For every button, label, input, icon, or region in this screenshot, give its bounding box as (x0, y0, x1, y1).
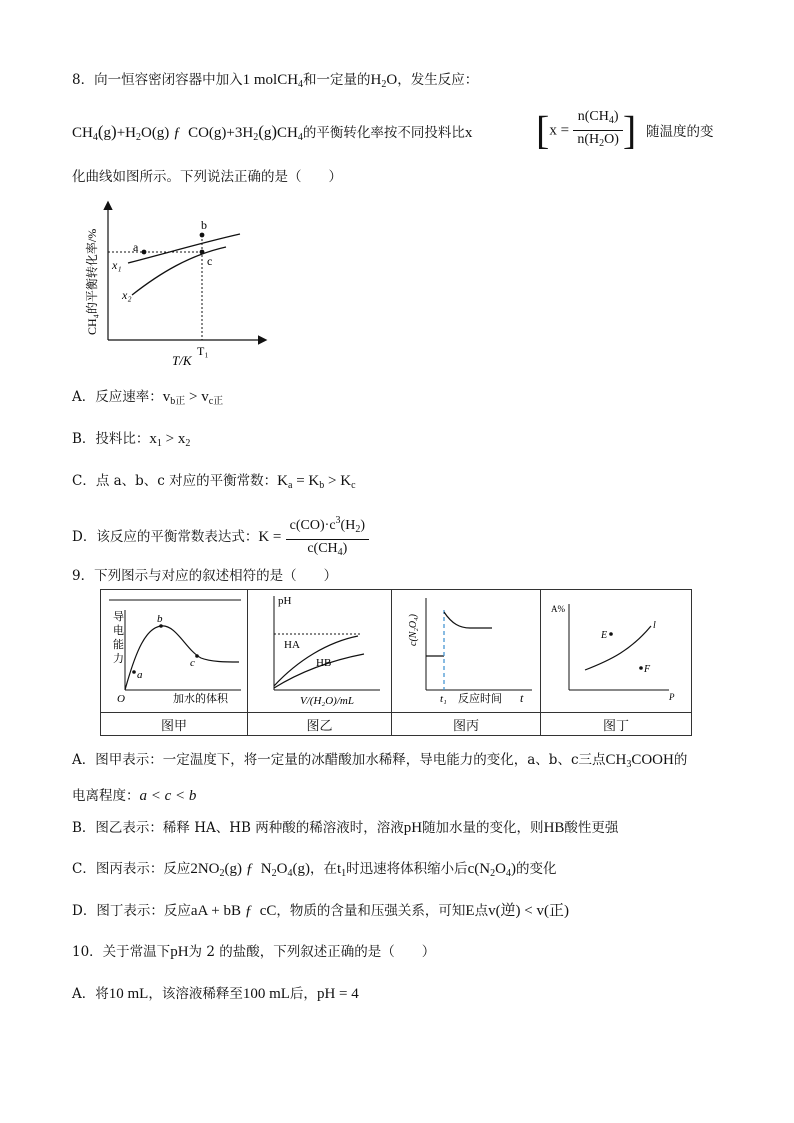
fig-c-curve (444, 612, 492, 628)
svg-text:t₁: t₁ (440, 693, 447, 705)
svg-text:加水的体积: 加水的体积 (173, 693, 228, 705)
svg-text:O: O (117, 693, 125, 705)
q8-ylabel: CH₄的平衡转化率/% (85, 228, 99, 335)
label-c: c (207, 254, 213, 268)
point-a (142, 250, 147, 255)
fig-a-cell (101, 590, 248, 713)
curve-x1 (128, 234, 240, 263)
caption-fig-d: 图丁 (541, 713, 692, 736)
q8-chart (80, 195, 280, 370)
fig-a-chart (101, 590, 247, 708)
q9-option-a-line2: 电离程度：a < c < b (72, 788, 197, 804)
q8-option-a: A．反应速率：$v_{b正} > v_{c正}$ (72, 389, 224, 407)
q9-figure-table (100, 589, 692, 736)
q8-option-c: C．点 a、b、c 对应的平衡常数：$K_a = K_b > K_c$ (72, 473, 356, 491)
label-t1: T₁ (197, 344, 209, 358)
fig-d-curve (585, 626, 651, 670)
svg-text:HB: HB (316, 657, 332, 669)
point-c (200, 250, 205, 255)
fig-b-cell (248, 590, 392, 713)
point-b (200, 233, 205, 238)
svg-text:反应时间: 反应时间 (458, 693, 502, 705)
q10-option-a: A．将10 mL，该溶液稀释至100 mL后，pH = 4 (72, 986, 359, 1002)
svg-text:F: F (644, 664, 651, 675)
label-b: b (201, 218, 207, 232)
q9-option-d: D．图丁表示：反应aA + bB ƒ cC，物质的含量和压强关系，可知E点v(逆) < v(正) (72, 903, 570, 919)
fig-c-chart (392, 590, 540, 708)
fig-d-chart (541, 590, 691, 708)
label-a: a (133, 240, 139, 254)
q8-line3: 化曲线如图所示。下列说法正确的是（ ） (72, 169, 342, 185)
fig-c-cell (392, 590, 541, 713)
svg-text:t: t (520, 691, 524, 705)
svg-text:A%: A% (551, 604, 565, 614)
caption-fig-b: 图乙 (248, 713, 392, 736)
q8-xlabel: T/K (172, 353, 192, 368)
svg-text:c: c (190, 657, 195, 669)
label-x1: x₁ (112, 258, 122, 272)
svg-text:HA: HA (284, 639, 300, 651)
caption-fig-a: 图甲 (101, 713, 248, 736)
q9-stem: 9．下列图示与对应的叙述相符的是（ ） (72, 568, 338, 584)
svg-text:pH: pH (278, 595, 292, 607)
svg-text:b: b (157, 613, 163, 625)
q10-stem: 10．关于常温下pH为 2 的盐酸，下列叙述正确的是（ ） (72, 944, 436, 960)
svg-text:E: E (601, 630, 608, 641)
fig-b-chart (248, 590, 391, 708)
svg-text:导电能力: 导电能力 (113, 611, 124, 665)
q9-option-c: C．图丙表示：反应$2NO_2(g)$ ƒ $N_2O_4(g)$，在$t_1$时迅速将体积缩小后$c(N_2O_4)$的变化 (72, 861, 557, 879)
q8-option-d: D．该反应的平衡常数表达式：K = $\frac{c(CO)\cdot c^3(H_2)}{c(CH_4)}$ (72, 512, 369, 556)
svg-text:l: l (653, 620, 656, 631)
q8-option-b: B．投料比：$x_1 > x_2$ (72, 431, 191, 449)
q9-option-a-line1: A．图甲表示：一定温度下，将一定量的冰醋酸加水稀释，导电能力的变化，a、b、c三点$CH_3COOH$的 (72, 752, 688, 770)
fig-d-cell (541, 590, 692, 713)
q8-reaction-equation: $CH_4(g)+H_2O(g)$ ƒ $CO(g)+3H_2(g)CH_4$ (72, 122, 303, 143)
caption-fig-c: 图丙 (392, 713, 541, 736)
q8-line1: 8．向一恒容密闭容器中加入1 molCH$_4$和一定量的$H_2O$，发生反应： (72, 72, 479, 90)
q8-ratio: [x = $\frac{n(CH_4)}{n(H_2O)}$ ] (536, 107, 637, 153)
label-x2: x₂ (122, 288, 132, 302)
svg-text:c(N₂O₄): c(N₂O₄) (408, 614, 419, 646)
svg-text:V/(H₂O)/mL: V/(H₂O)/mL (300, 695, 354, 707)
svg-text:a: a (137, 669, 143, 681)
q9-option-b: B．图乙表示：稀释 HA、HB 两种酸的稀溶液时，溶液pH随加水量的变化，则HB酸性更强 (72, 820, 619, 836)
q8-line2: $CH_4(g)+H_2O(g)$ ƒ $CO(g)+3H_2(g)CH_4$的平衡转化率按不同投料比x (72, 122, 473, 143)
svg-text:P: P (669, 692, 675, 702)
q8-line2-tail: 随温度的变 (646, 124, 714, 140)
